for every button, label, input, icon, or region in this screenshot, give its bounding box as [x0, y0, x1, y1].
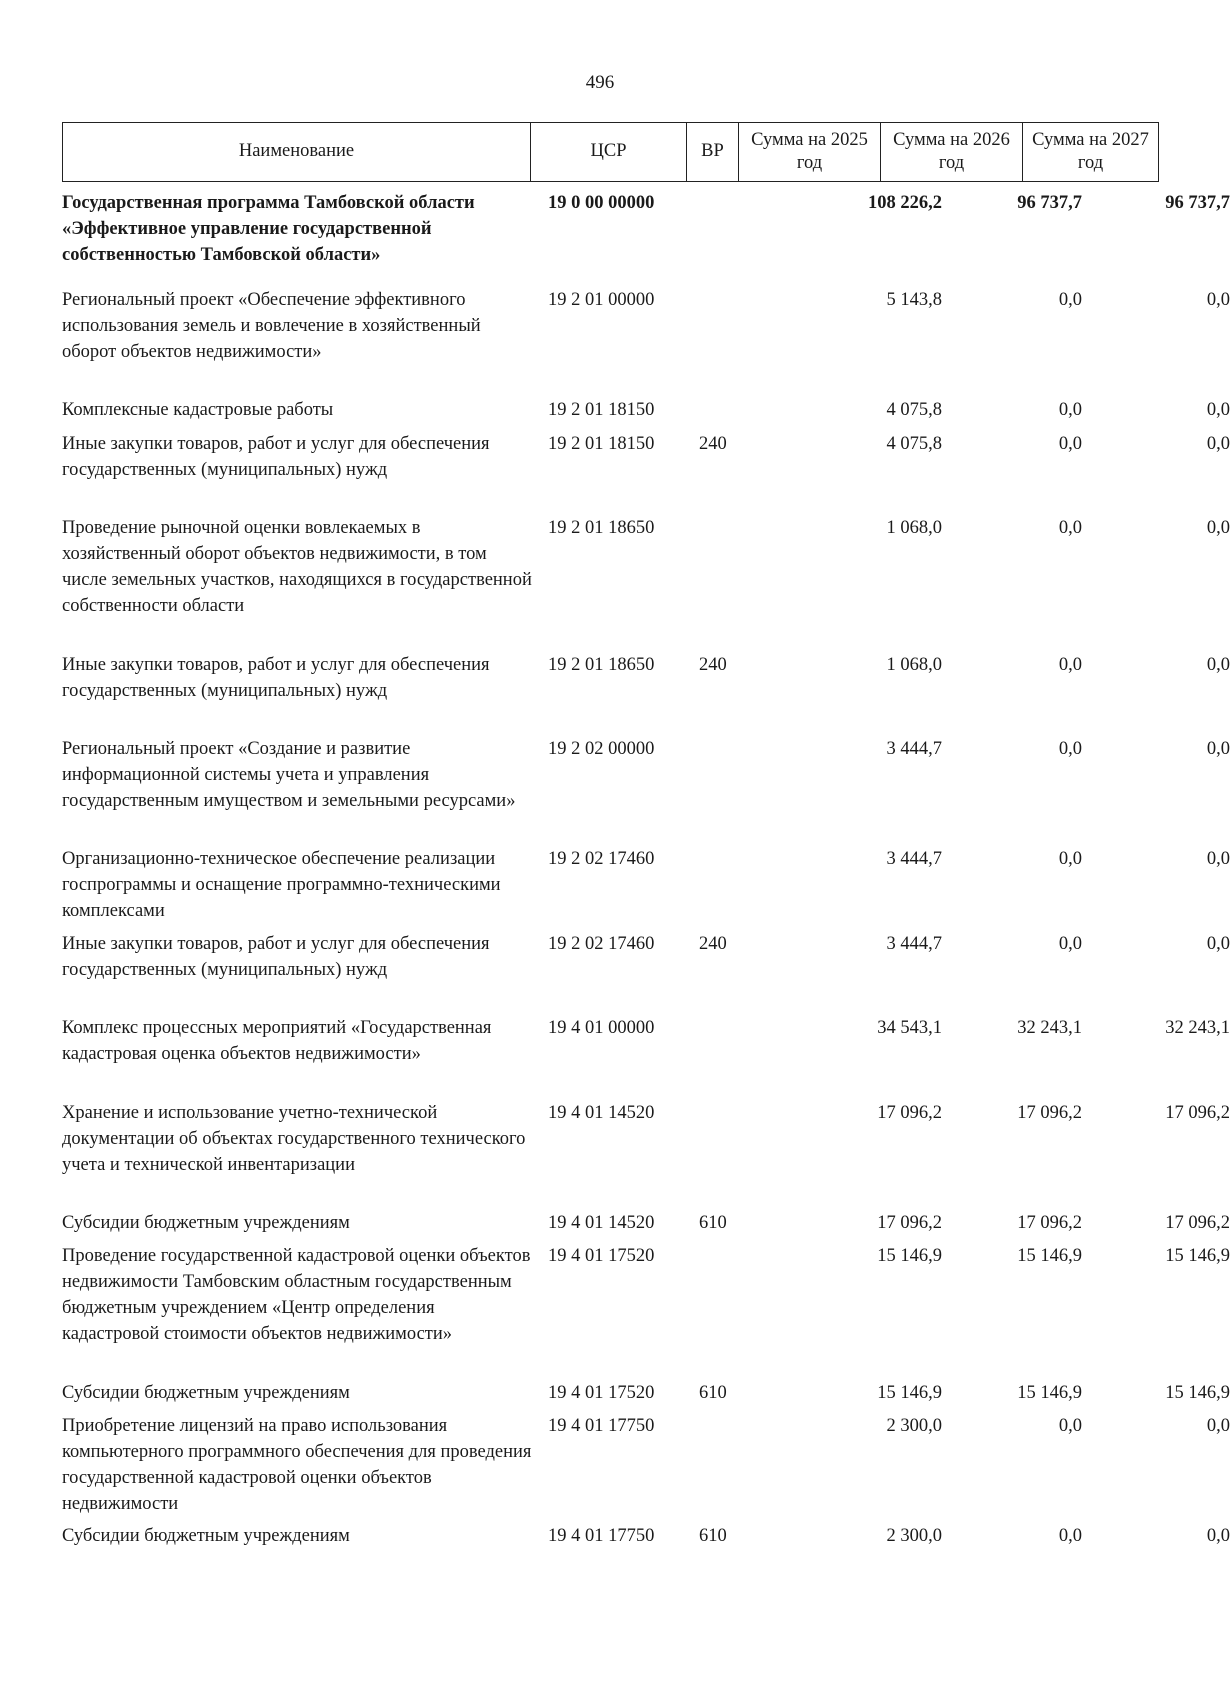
row-csr: 19 2 02 17460: [548, 934, 655, 954]
table-header: [62, 122, 1159, 182]
row-sum-2026: 15 146,9: [1017, 1246, 1082, 1266]
row-sum-2026: 0,0: [1058, 655, 1082, 675]
row-name: Субсидии бюджетным учреждениям: [62, 1383, 350, 1403]
table-row: [62, 1413, 1230, 1523]
row-sum-2025: 1 068,0: [886, 655, 942, 675]
row-csr: 19 0 00 00000: [548, 193, 655, 213]
row-sum-2025: 108 226,2: [868, 193, 942, 213]
row-sum-2026: 0,0: [1058, 400, 1082, 420]
row-sum-2026: 0,0: [1058, 934, 1082, 954]
row-sum-2026: 0,0: [1058, 1526, 1082, 1546]
header-vr: ВР: [687, 123, 739, 181]
row-sum-2027: 0,0: [1206, 849, 1230, 869]
row-name: Комплексные кадастровые работы: [62, 400, 334, 420]
row-vr: 240: [699, 934, 727, 954]
row-name: Комплекс процессных мероприятий «Государственная кадастровая оценка объектов недвижимости»: [62, 1018, 492, 1064]
row-sum-2026: 17 096,2: [1017, 1213, 1082, 1233]
row-name: Проведение государственной кадастровой оценки объектов недвижимости Тамбовским областным государственным бюджетным учреждением «Центр определения кадастровой стоимости объектов недвижимости»: [62, 1246, 531, 1344]
header-name: Наименование: [63, 123, 531, 181]
header-sum-2025: Сумма на 2025 год: [739, 123, 881, 181]
row-name: Иные закупки товаров, работ и услуг для обеспечения государственных (муниципальных) нужд: [62, 655, 490, 701]
row-sum-2025: 4 075,8: [886, 400, 942, 420]
row-sum-2026: 0,0: [1058, 849, 1082, 869]
row-sum-2026: 32 243,1: [1017, 1018, 1082, 1038]
row-sum-2025: 2 300,0: [886, 1526, 942, 1546]
row-sum-2026: 15 146,9: [1017, 1383, 1082, 1403]
row-sum-2025: 17 096,2: [877, 1213, 942, 1233]
row-sum-2025: 1 068,0: [886, 518, 942, 538]
row-sum-2027: 0,0: [1206, 434, 1230, 454]
row-sum-2027: 0,0: [1206, 290, 1230, 310]
row-vr: 240: [699, 655, 727, 675]
row-sum-2025: 15 146,9: [877, 1246, 942, 1266]
row-vr: 240: [699, 434, 727, 454]
row-name: Иные закупки товаров, работ и услуг для обеспечения государственных (муниципальных) нужд: [62, 434, 490, 480]
row-sum-2027: 96 737,7: [1165, 193, 1230, 213]
table-row: [62, 1015, 1230, 1100]
row-vr: 610: [699, 1213, 727, 1233]
table-row: [62, 190, 1230, 287]
row-name: Проведение рыночной оценки вовлекаемых в хозяйственный оборот объектов недвижимости, в том числе земельных участков, находящихся в государственной собственности области: [62, 518, 532, 616]
row-sum-2025: 3 444,7: [886, 849, 942, 869]
row-csr: 19 2 01 00000: [548, 290, 655, 310]
table-row: [62, 1523, 1230, 1557]
row-name: Государственная программа Тамбовской области «Эффективное управление государственной собственностью Тамбовской области»: [62, 193, 475, 265]
row-sum-2027: 17 096,2: [1165, 1103, 1230, 1123]
row-csr: 19 4 01 17750: [548, 1526, 655, 1546]
row-sum-2027: 0,0: [1206, 934, 1230, 954]
row-sum-2025: 17 096,2: [877, 1103, 942, 1123]
header-csr: ЦСР: [531, 123, 687, 181]
row-sum-2027: 15 146,9: [1165, 1383, 1230, 1403]
row-sum-2027: 0,0: [1206, 400, 1230, 420]
table-row: [62, 1100, 1230, 1210]
row-name: Субсидии бюджетным учреждениям: [62, 1526, 350, 1546]
row-sum-2026: 0,0: [1058, 434, 1082, 454]
row-sum-2027: 0,0: [1206, 739, 1230, 759]
row-sum-2026: 0,0: [1058, 290, 1082, 310]
row-sum-2027: 32 243,1: [1165, 1018, 1230, 1038]
row-csr: 19 4 01 14520: [548, 1103, 655, 1123]
row-sum-2026: 17 096,2: [1017, 1103, 1082, 1123]
row-csr: 19 4 01 17750: [548, 1416, 655, 1436]
row-sum-2025: 4 075,8: [886, 434, 942, 454]
row-sum-2025: 34 543,1: [877, 1018, 942, 1038]
row-sum-2027: 0,0: [1206, 518, 1230, 538]
row-sum-2026: 0,0: [1058, 518, 1082, 538]
row-name: Субсидии бюджетным учреждениям: [62, 1213, 350, 1233]
row-csr: 19 2 01 18650: [548, 655, 655, 675]
row-csr: 19 2 01 18150: [548, 434, 655, 454]
row-sum-2025: 2 300,0: [886, 1416, 942, 1436]
row-sum-2027: 17 096,2: [1165, 1213, 1230, 1233]
row-name: Иные закупки товаров, работ и услуг для обеспечения государственных (муниципальных) нужд: [62, 934, 490, 980]
row-csr: 19 2 02 17460: [548, 849, 655, 869]
row-name: Хранение и использование учетно-технической документации об объектах государственного технического учета и технической инвентаризации: [62, 1103, 526, 1175]
table-row: [62, 287, 1230, 397]
row-sum-2025: 5 143,8: [886, 290, 942, 310]
table-row: [62, 846, 1230, 931]
table-row: [62, 431, 1230, 515]
row-name: Региональный проект «Создание и развитие информационной системы учета и управления государственным имуществом и земельными ресурсами»: [62, 739, 516, 811]
table-row: [62, 931, 1230, 1015]
table-row: [62, 515, 1230, 652]
row-sum-2026: 96 737,7: [1017, 193, 1082, 213]
row-sum-2025: 3 444,7: [886, 739, 942, 759]
row-sum-2025: 15 146,9: [877, 1383, 942, 1403]
row-csr: 19 2 01 18150: [548, 400, 655, 420]
header-sum-2027: Сумма на 2027 год: [1032, 129, 1149, 173]
row-csr: 19 4 01 14520: [548, 1213, 655, 1233]
row-sum-2027: 15 146,9: [1165, 1246, 1230, 1266]
table-row: [62, 652, 1230, 736]
table-row: [62, 1210, 1230, 1243]
row-name: Приобретение лицензий на право использования компьютерного программного обеспечения для проведения государственной кадастровой оценки объектов недвижимости: [62, 1416, 532, 1514]
row-name: Организационно-техническое обеспечение реализации госпрограммы и оснащение программно-техническими комплексами: [62, 849, 501, 921]
row-csr: 19 4 01 00000: [548, 1018, 655, 1038]
table-row: [62, 736, 1230, 846]
row-csr: 19 4 01 17520: [548, 1383, 655, 1403]
page-number: 496: [585, 72, 615, 93]
row-name: Региональный проект «Обеспечение эффективного использования земель и вовлечение в хозяйственный оборот объектов недвижимости»: [62, 290, 481, 362]
row-vr: 610: [699, 1526, 727, 1546]
row-sum-2027: 0,0: [1206, 1526, 1230, 1546]
row-sum-2025: 3 444,7: [886, 934, 942, 954]
table-body: [62, 190, 1230, 1557]
table-row: [62, 397, 1230, 431]
row-csr: 19 2 01 18650: [548, 518, 655, 538]
row-sum-2026: 0,0: [1058, 1416, 1082, 1436]
row-sum-2027: 0,0: [1206, 1416, 1230, 1436]
table-row: [62, 1380, 1230, 1413]
table-row: [62, 1243, 1230, 1380]
row-vr: 610: [699, 1383, 727, 1403]
row-csr: 19 2 02 00000: [548, 739, 655, 759]
row-sum-2027: 0,0: [1206, 655, 1230, 675]
row-csr: 19 4 01 17520: [548, 1246, 655, 1266]
header-sum-2026: Сумма на 2026 год: [881, 123, 1023, 181]
row-sum-2026: 0,0: [1058, 739, 1082, 759]
